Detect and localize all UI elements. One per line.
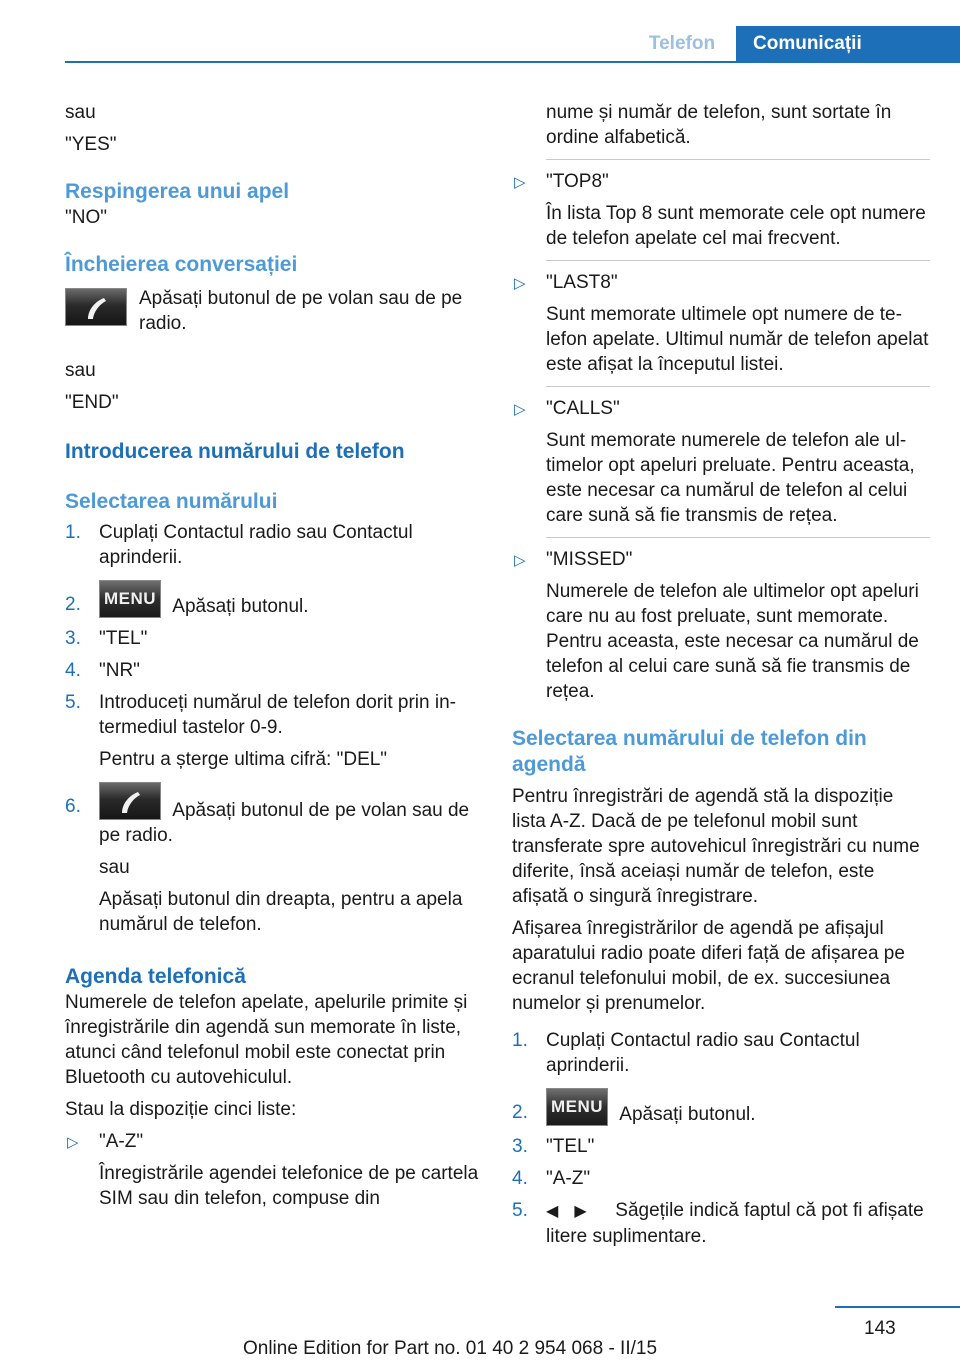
edition-footer: Online Edition for Part no. 01 40 2 954 068 - II/15	[242, 1338, 658, 1359]
agenda-paragraph-2: Afișarea înregistrărilor de agendă pe afișajul aparatului radio poate diferi față de afișarea pe ecranul telefonului mobil, de ex. succesiunea numelor și prenumelor.	[512, 918, 905, 1014]
list-item	[65, 782, 483, 937]
step-subtext: Pentru a șterge ultima cifră: "DEL"	[99, 749, 388, 771]
triangle-bullet-icon: ▷	[514, 275, 526, 292]
list-text: În lista Top 8 sunt memorate cele opt numere de telefon apelate cel mai frecvent.	[546, 203, 926, 249]
menu-button-icon: MENU	[546, 1088, 608, 1126]
heading-introducere: Introducerea numărului de telefon	[65, 440, 405, 463]
agenda-paragraph-1: Pentru înregistrări de agendă stă la dispoziție lista A-Z. Dacă de pe telefonul mobil sunt transferate spre autovehicul înregistrări cu nume diferite, însă aceiași număr de telefon, este afișată o singură înregistrare.	[512, 786, 920, 907]
list-item	[512, 270, 930, 387]
list-text: Sunt memorate numerele de telefon ale ultimelor opt apeluri preluate. Pentru aceasta, este necesar ca numărul de telefon al celui care sună să fie transmis de rețea.	[546, 430, 915, 526]
list-item	[65, 658, 483, 683]
list-item	[512, 396, 930, 538]
list-item	[512, 100, 930, 160]
list-item	[65, 580, 483, 619]
step-number: 2.	[65, 594, 81, 615]
step-number: 5.	[65, 692, 81, 714]
step-number: 4.	[65, 660, 81, 682]
yes-command: "YES"	[65, 134, 117, 155]
step-number: 4.	[512, 1168, 528, 1190]
list-title: "A-Z"	[99, 1131, 144, 1153]
footer-rule	[835, 1306, 960, 1308]
heading-incheiere: Încheierea conversației	[65, 253, 298, 276]
step-text: Cuplați Contactul radio sau Contactul aprinderii.	[546, 1030, 860, 1076]
list-item	[512, 1166, 930, 1191]
end-command: "END"	[65, 392, 119, 413]
left-arrow-icon: ◀	[546, 1203, 559, 1221]
tab-telefon[interactable]: Telefon	[648, 33, 716, 54]
list-item	[65, 1129, 483, 1211]
step-number: 5.	[512, 1200, 528, 1222]
list-text: Numerele de telefon ale ultimelor opt apeluri care nu au fost preluate, sunt memorate. Pentru aceasta, este necesar ca numărul de telefon al celui care sună să fie transmis de rețea.	[546, 581, 919, 702]
step-text: "A-Z"	[546, 1168, 591, 1190]
step-text: Apăsați butonul.	[619, 1104, 756, 1126]
lists-list-right	[512, 100, 930, 704]
list-item	[512, 1134, 930, 1159]
step-number: 1.	[512, 1030, 528, 1051]
phone-button-icon	[99, 782, 161, 820]
list-title: "CALLS"	[546, 398, 620, 419]
step-text: Introduceți numărul de telefon dorit prin intermediul tastelor 0-9.	[99, 692, 456, 739]
no-command: "NO"	[65, 207, 107, 228]
list-item	[512, 1028, 930, 1078]
step-number: 3.	[65, 628, 81, 650]
triangle-bullet-icon: ▷	[514, 552, 526, 569]
list-title: "LAST8"	[546, 272, 618, 293]
step-subtext: sau	[99, 857, 130, 879]
left-column	[65, 100, 483, 1211]
list-text: Sunt memorate ultimele opt numere de telefon apelate. Ultimul număr de telefon apelat este afișat la începutul listei.	[546, 304, 929, 375]
sau-text: sau	[65, 102, 96, 123]
steps-list-left	[65, 520, 483, 937]
step-text: "TEL"	[99, 628, 148, 650]
agenda-paragraph: Numerele de telefon apelate, apelurile primite și înregistrările din agendă sun memorate în liste, atunci când telefonul mobil este conectat prin Bluetooth cu autovehiculul.	[65, 992, 468, 1089]
heading-selectare: Selectarea numărului	[65, 490, 278, 513]
step-number: 6.	[65, 796, 81, 818]
incheiere-text: Apăsați butonul de pe volan sau de pe radio.	[139, 288, 463, 334]
list-text: nume și număr de telefon, sunt sortate în ordine alfabetică.	[546, 102, 892, 148]
triangle-bullet-icon: ▷	[514, 174, 526, 191]
list-item	[512, 169, 930, 261]
list-title: "TOP8"	[546, 171, 609, 192]
list-item	[512, 1198, 930, 1249]
triangle-bullet-icon: ▷	[67, 1134, 79, 1152]
incheiere-row	[65, 286, 483, 336]
list-item	[512, 547, 930, 704]
step-subtext: Apăsați butonul din dreapta, pentru a apela numărul de telefon.	[99, 889, 463, 936]
step-text: Cuplați Contactul radio sau Contactul aprinderii.	[99, 522, 413, 568]
step-text: "NR"	[99, 660, 140, 682]
list-text: Înregistrările agendei telefonice de pe cartela SIM sau din telefon, compuse din	[99, 1163, 479, 1210]
step-number: 3.	[512, 1136, 528, 1158]
phone-button-icon	[65, 288, 127, 326]
arrow-icons	[546, 1198, 610, 1224]
menu-button-icon: MENU	[99, 580, 161, 618]
heading-respingere: Respingerea unui apel	[65, 180, 290, 203]
list-item	[512, 1088, 930, 1127]
steps-list-right	[512, 1028, 930, 1249]
step-number: 1.	[65, 522, 81, 543]
right-arrow-icon: ▶	[574, 1203, 587, 1221]
page-number: 143	[864, 1318, 896, 1339]
heading-agenda: Agenda telefonică	[65, 965, 246, 989]
step-text: Apăsați butonul.	[172, 596, 309, 618]
list-item	[65, 626, 483, 651]
step-text: Apăsați butonul de pe volan sau de pe radio.	[99, 800, 470, 847]
sau-text: sau	[65, 360, 96, 381]
step-number: 2.	[512, 1102, 528, 1123]
stau-paragraph: Stau la dispoziție cinci liste:	[65, 1099, 297, 1121]
list-title: "MISSED"	[546, 549, 633, 570]
list-item	[65, 520, 483, 570]
right-column	[512, 100, 930, 1256]
triangle-bullet-icon: ▷	[514, 401, 526, 418]
tab-comunicatii[interactable]: Comunicații	[736, 26, 960, 63]
lists-list-left	[65, 1129, 483, 1211]
step-text: "TEL"	[546, 1136, 595, 1158]
header-rule	[65, 61, 960, 63]
list-item	[65, 690, 483, 772]
heading-agenda-selectare: Selectarea numărului de telefon din agendă	[512, 727, 867, 776]
step-text: Săgețile indică faptul că pot fi afișate litere suplimentare.	[546, 1200, 924, 1248]
